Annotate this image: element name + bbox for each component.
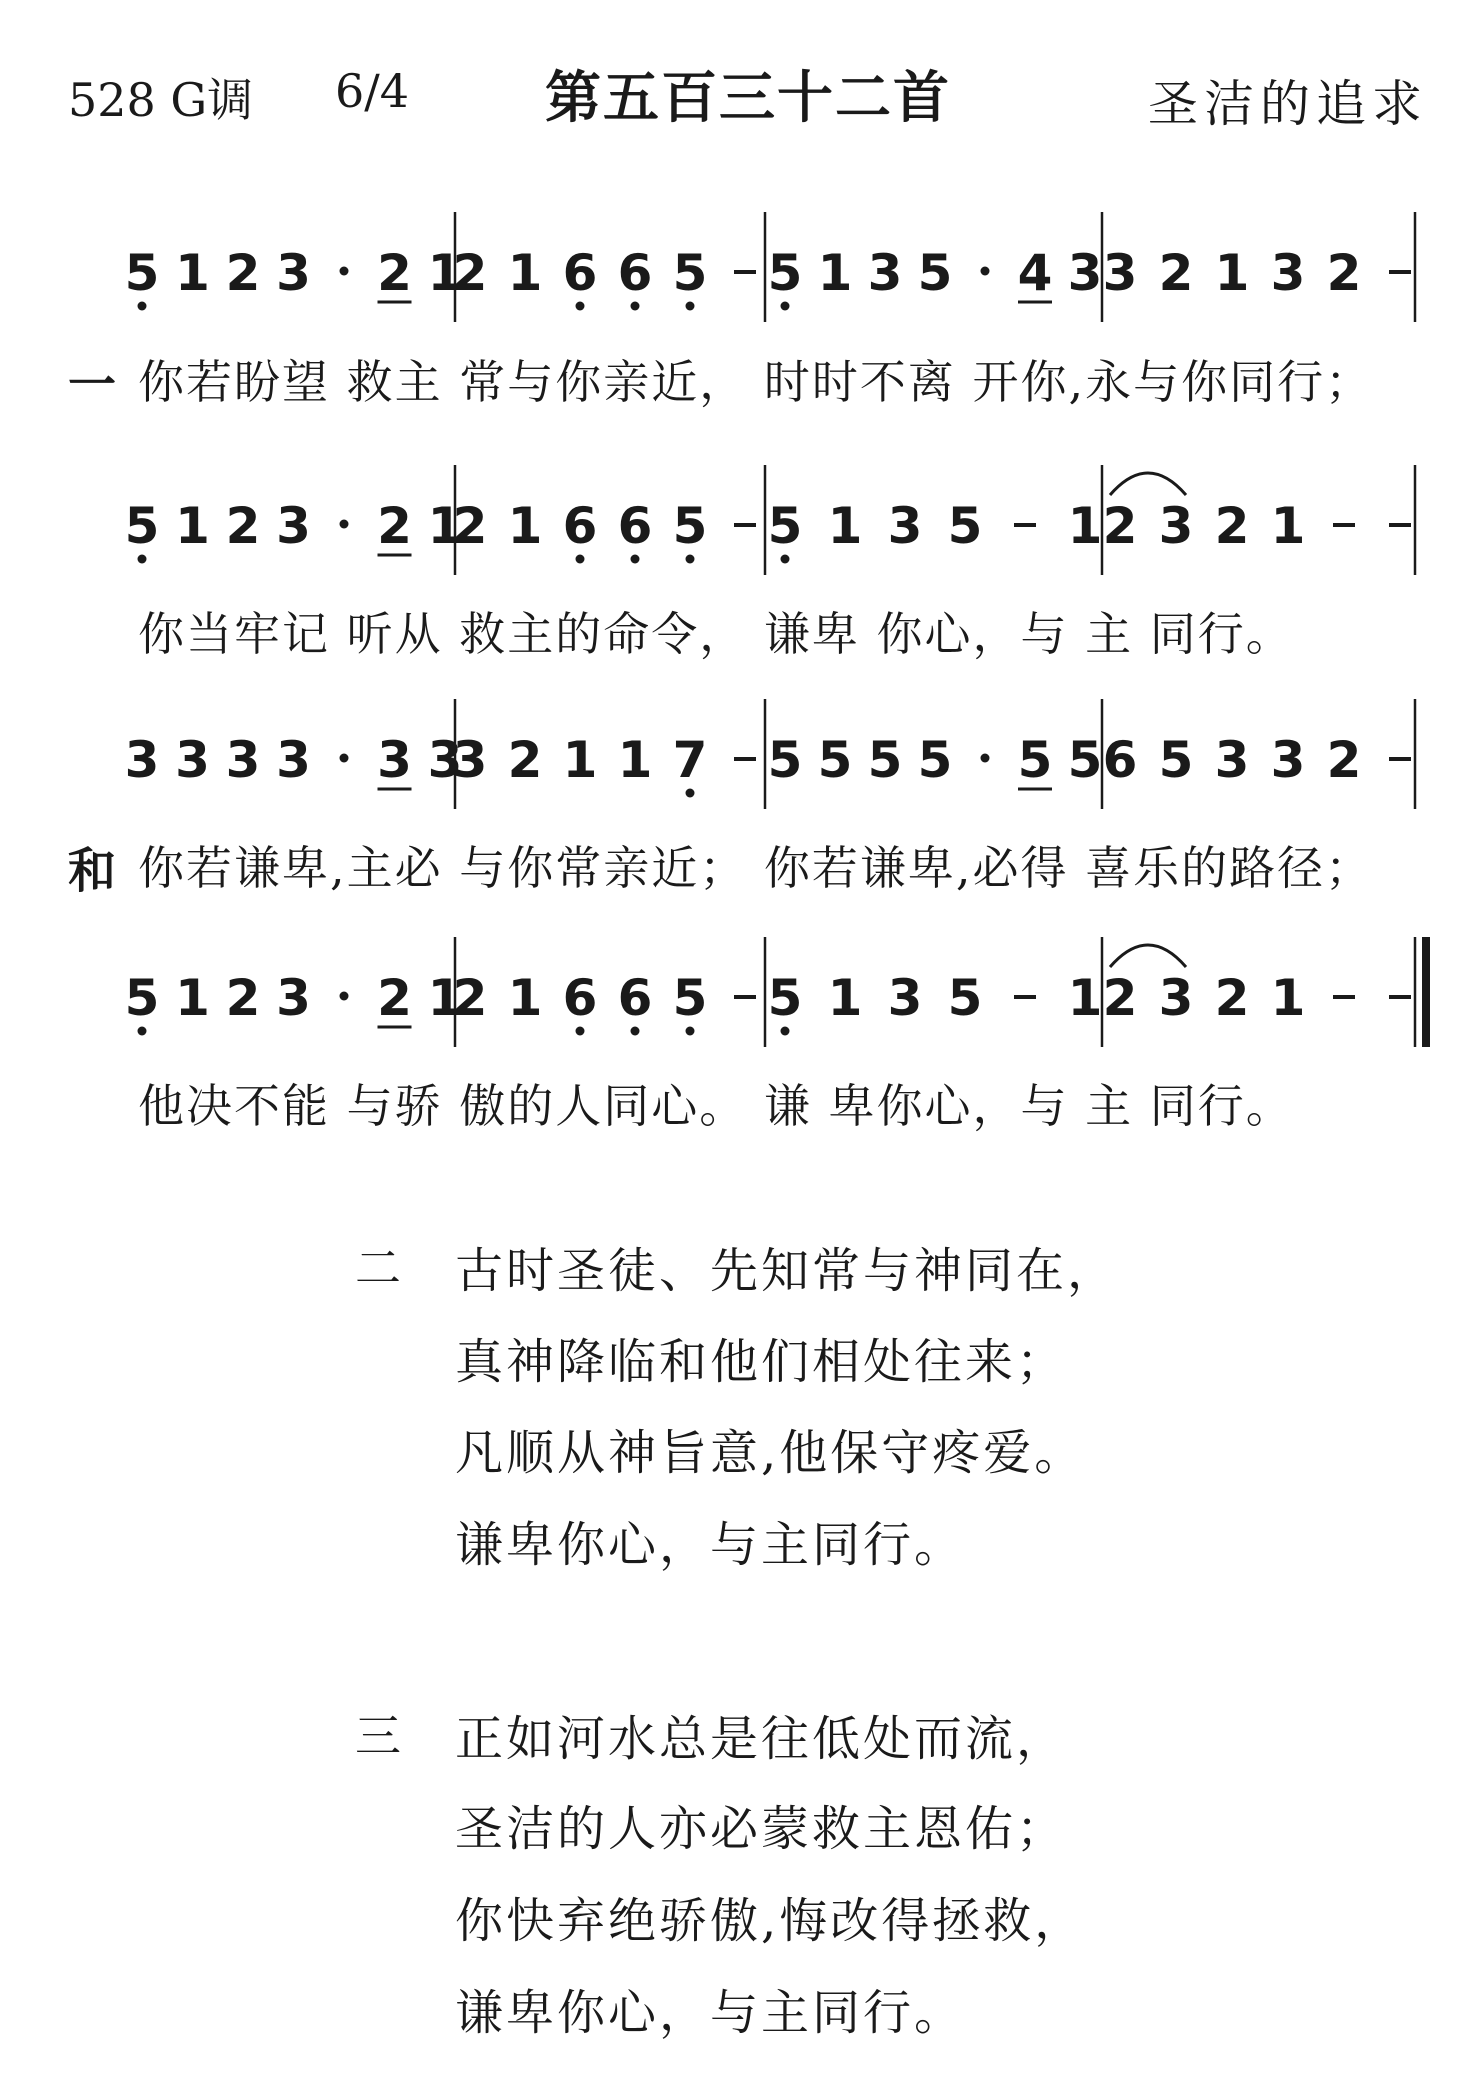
low-octave-dot — [781, 555, 790, 564]
note: 6 — [617, 969, 653, 1027]
note: 3 — [1158, 497, 1194, 555]
lyric-line-1: 你若盼望 救主 常与你亲近， 时时不离 开你,永与你同行； — [138, 355, 1374, 409]
dot-mark — [340, 992, 349, 1001]
note: 3 — [867, 244, 903, 302]
stanza-number: 二 — [355, 1241, 401, 1295]
note: 1 — [827, 969, 863, 1027]
stanza-line: 凡顺从神旨意,他保守疼爱。 — [455, 1425, 1086, 1481]
note: 2 — [1158, 244, 1194, 302]
note: 3 — [124, 731, 160, 789]
note: 5 — [672, 969, 708, 1027]
stanza-line: 古时圣徒、先知常与神同在， — [455, 1243, 1119, 1299]
note: 5 — [767, 497, 803, 555]
note: 1 — [562, 731, 598, 789]
dot-mark — [340, 754, 349, 763]
note: 5 — [124, 497, 160, 555]
note: 3 — [452, 731, 488, 789]
note: 5 — [767, 969, 803, 1027]
note: 2 — [452, 244, 488, 302]
low-octave-dot — [631, 1027, 640, 1036]
low-octave-dot — [686, 1027, 695, 1036]
header-number-key: 528 G调 — [68, 73, 254, 127]
note: 2 — [452, 497, 488, 555]
note: 5 — [124, 969, 160, 1027]
low-octave-dot — [686, 555, 695, 564]
chorus-label: 和 — [68, 843, 117, 899]
lyric-line-3: 你若谦卑,主必 与你常亲近； 你若谦卑,必得 喜乐的路径； — [138, 841, 1374, 895]
stanza-line: 谦卑你心，与主同行。 — [455, 1985, 966, 2041]
note: 2 — [377, 497, 412, 555]
note: 5 — [124, 244, 160, 302]
low-octave-dot — [576, 1027, 585, 1036]
note: 2 — [377, 244, 412, 302]
note: 3 — [377, 731, 412, 789]
note: 5 — [1067, 731, 1103, 789]
stanza-line: 真神降临和他们相处往来； — [455, 1334, 1068, 1390]
note: 2 — [1326, 731, 1362, 789]
stanza-line: 你快弃绝骄傲,悔改得拯救， — [455, 1893, 1086, 1949]
note: 4 — [1017, 244, 1053, 302]
dot-mark — [340, 520, 349, 529]
low-octave-dot — [631, 555, 640, 564]
note: 6 — [617, 497, 653, 555]
note: 2 — [1102, 969, 1138, 1027]
note: 3 — [225, 731, 261, 789]
note: 1 — [175, 244, 210, 302]
note: 2 — [1326, 244, 1362, 302]
low-octave-dot — [576, 302, 585, 311]
low-octave-dot — [631, 302, 640, 311]
verse-number-one: 一 — [68, 357, 117, 413]
low-octave-dot — [576, 555, 585, 564]
low-octave-dot — [686, 789, 695, 798]
note: 1 — [817, 244, 853, 302]
note: 3 — [1102, 244, 1138, 302]
note: 6 — [562, 244, 598, 302]
slur — [1110, 945, 1186, 967]
note: 1 — [1067, 497, 1103, 555]
note: 3 — [887, 969, 923, 1027]
note: 3 — [887, 497, 923, 555]
note: 5 — [917, 731, 953, 789]
note: 3 — [175, 731, 210, 789]
note: 2 — [1214, 497, 1250, 555]
note: 5 — [817, 731, 853, 789]
dot-mark — [340, 267, 349, 276]
note: 1 — [427, 969, 463, 1027]
stanza-line: 圣洁的人亦必蒙救主恩佑； — [455, 1801, 1068, 1857]
note: 7 — [672, 731, 708, 789]
lyric-line-2: 你当牢记 听从 救主的命令， 谦卑 你心，与 主 同行。 — [138, 607, 1294, 661]
hymn-title: 第五百三十二首 — [545, 66, 951, 131]
note: 5 — [767, 731, 803, 789]
note: 2 — [1214, 969, 1250, 1027]
note: 1 — [617, 731, 653, 789]
note: 2 — [452, 969, 488, 1027]
dot-mark — [981, 754, 990, 763]
note: 1 — [175, 497, 210, 555]
note: 1 — [427, 497, 463, 555]
lyric-line-4: 他决不能 与骄 傲的人同心。 谦 卑你心，与 主 同行。 — [138, 1079, 1294, 1133]
note: 6 — [1102, 731, 1138, 789]
note: 5 — [947, 497, 983, 555]
note: 5 — [672, 497, 708, 555]
low-octave-dot — [138, 302, 147, 311]
note: 3 — [276, 244, 311, 302]
low-octave-dot — [138, 555, 147, 564]
low-octave-dot — [781, 1027, 790, 1036]
note: 1 — [1214, 244, 1250, 302]
note: 2 — [225, 244, 261, 302]
low-octave-dot — [138, 1027, 147, 1036]
note: 2 — [1102, 497, 1138, 555]
note: 3 — [276, 497, 311, 555]
note: 1 — [1270, 497, 1306, 555]
note: 5 — [672, 244, 708, 302]
note: 3 — [1270, 244, 1306, 302]
slur — [1110, 473, 1186, 495]
note: 5 — [917, 244, 953, 302]
note: 2 — [507, 731, 543, 789]
note: 2 — [225, 497, 261, 555]
note: 1 — [507, 244, 543, 302]
note: 1 — [1270, 969, 1306, 1027]
note: 3 — [427, 731, 463, 789]
note: 1 — [507, 969, 543, 1027]
dot-mark — [981, 267, 990, 276]
note: 2 — [377, 969, 412, 1027]
note: 6 — [562, 497, 598, 555]
note: 3 — [276, 969, 311, 1027]
low-octave-dot — [781, 302, 790, 311]
note: 5 — [947, 969, 983, 1027]
note: 5 — [767, 244, 803, 302]
note: 3 — [276, 731, 311, 789]
note: 3 — [1067, 244, 1103, 302]
note: 2 — [225, 969, 261, 1027]
note: 1 — [827, 497, 863, 555]
hymn-category: 圣洁的追求 — [1148, 75, 1428, 133]
note: 3 — [1270, 731, 1306, 789]
note: 3 — [1158, 969, 1194, 1027]
note: 1 — [175, 969, 210, 1027]
stanza-line: 谦卑你心，与主同行。 — [455, 1517, 966, 1573]
note: 5 — [1158, 731, 1194, 789]
note: 5 — [867, 731, 903, 789]
note: 1 — [507, 497, 543, 555]
low-octave-dot — [686, 302, 695, 311]
header-time-signature: 6/4 — [335, 64, 410, 118]
stanza-line: 正如河水总是往低处而流， — [455, 1711, 1068, 1767]
note: 1 — [1067, 969, 1103, 1027]
stanza-number: 三 — [355, 1709, 401, 1763]
note: 1 — [427, 244, 463, 302]
note: 6 — [562, 969, 598, 1027]
note: 6 — [617, 244, 653, 302]
note: 5 — [1017, 731, 1053, 789]
note: 3 — [1214, 731, 1250, 789]
